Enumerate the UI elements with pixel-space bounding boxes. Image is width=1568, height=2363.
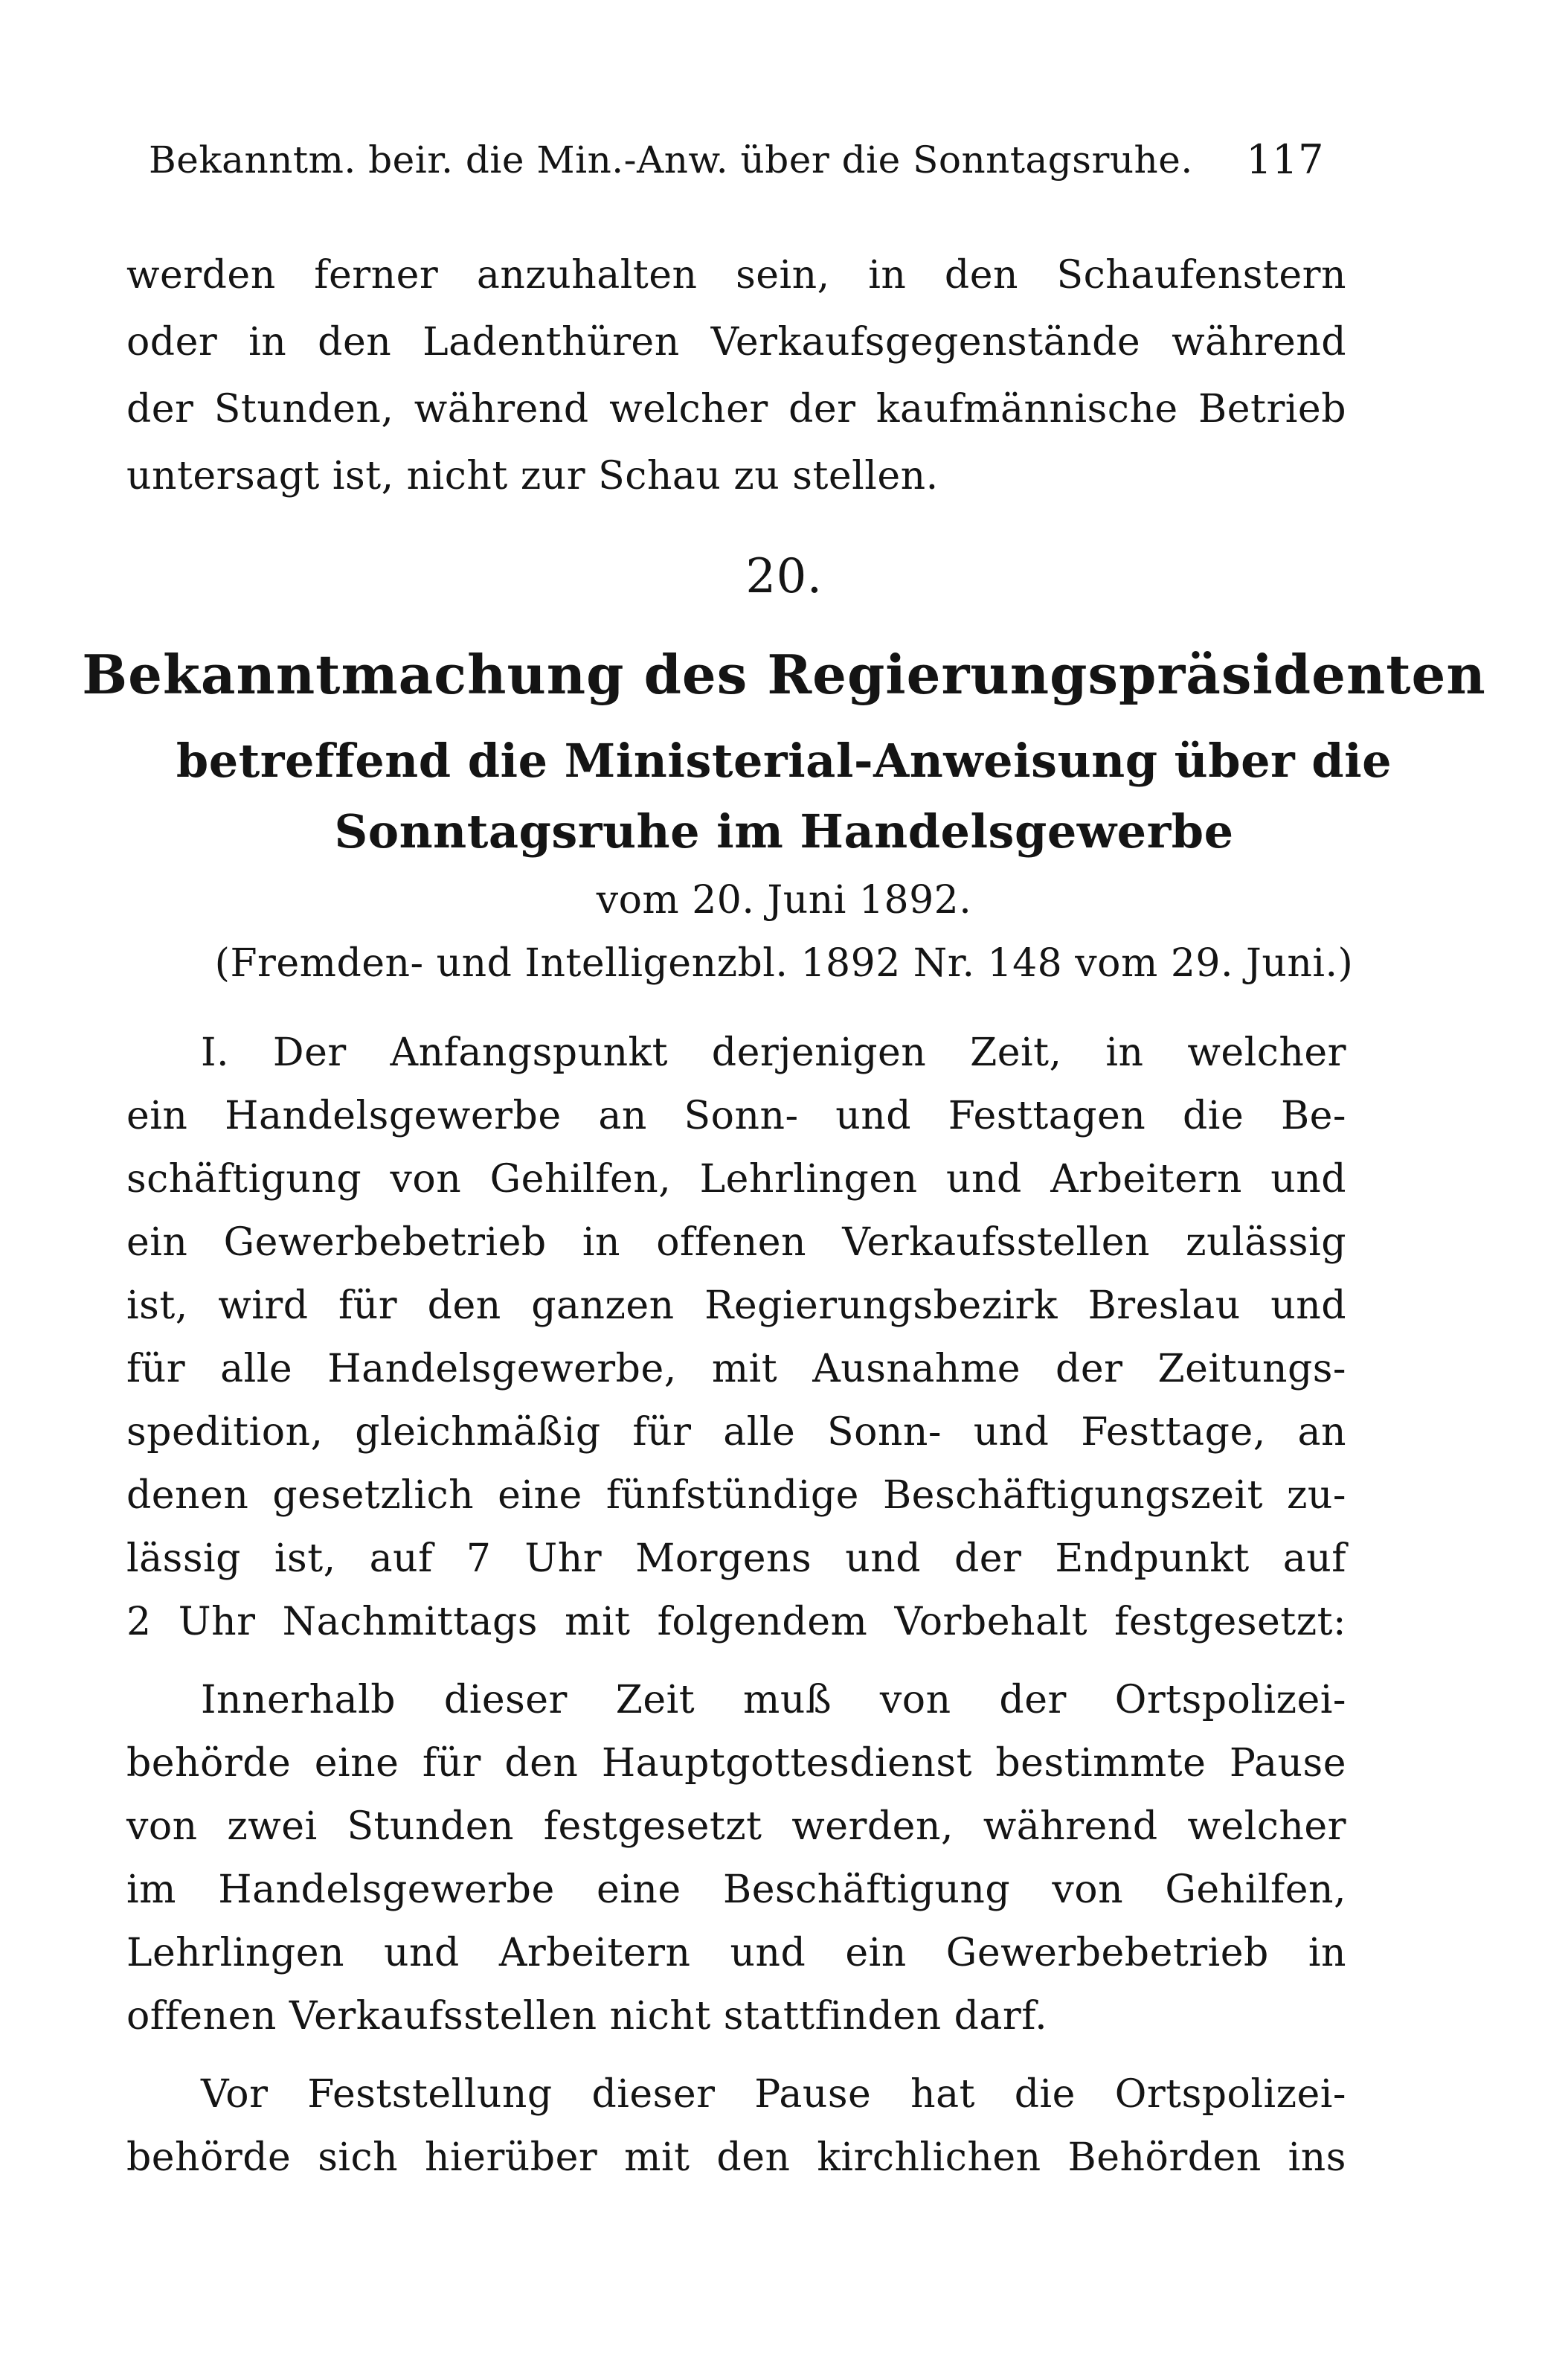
paragraph-line: behörde sich hierüber mit den kirchlichen Behörden ins bbox=[126, 2135, 1346, 2180]
paragraph-line: behörde eine für den Hauptgottesdienst bestimmte Pause bbox=[126, 1741, 1346, 1786]
paragraph-line: schäftigung von Gehilfen, Lehrlingen und Arbeitern und bbox=[126, 1157, 1346, 1202]
date-line: vom 20. Juni 1892. bbox=[596, 878, 972, 923]
paragraph-line: im Handelsgewerbe eine Beschäftigung von Gehilfen, bbox=[126, 1867, 1346, 1912]
paragraph-line: lässig ist, auf 7 Uhr Morgens und der Endpunkt auf bbox=[126, 1536, 1346, 1581]
paragraph-line: offenen Verkaufsstellen nicht stattfinden darf. bbox=[126, 1994, 1048, 2039]
source-line: (Fremden- und Intelligenzbl. 1892 Nr. 148 vom 29. Juni.) bbox=[214, 941, 1354, 986]
page-number: 117 bbox=[1246, 136, 1324, 183]
paragraph-line: ein Handelsgewerbe an Sonn- und Festtagen die Be- bbox=[126, 1094, 1346, 1138]
paragraph-line: I. Der Anfangspunkt derjenigen Zeit, in welcher bbox=[201, 1030, 1346, 1075]
paragraph-line: ein Gewerbebetrieb in offenen Verkaufsstellen zulässig bbox=[126, 1220, 1346, 1265]
paragraph-line: Innerhalb dieser Zeit muß von der Ortspolizei- bbox=[201, 1678, 1346, 1722]
body-line: der Stunden, während welcher der kaufmännische Betrieb bbox=[126, 387, 1346, 432]
section-title-line: Bekanntmachung des Regierungspräsidenten bbox=[82, 643, 1486, 706]
body-line: oder in den Ladenthüren Verkaufsgegenstände während bbox=[126, 320, 1346, 365]
section-title-line: betreffend die Ministerial-Anweisung über die bbox=[176, 734, 1392, 788]
body-line: untersagt ist, nicht zur Schau zu stellen. bbox=[126, 454, 939, 498]
paragraph-line: ist, wird für den ganzen Regierungsbezirk Breslau und bbox=[126, 1283, 1346, 1328]
paragraph-line: 2 Uhr Nachmittags mit folgendem Vorbehalt festgesetzt: bbox=[126, 1600, 1346, 1644]
section-number: 20. bbox=[745, 549, 823, 604]
paragraph-line: spedition, gleichmäßig für alle Sonn- und Festtage, an bbox=[126, 1410, 1346, 1455]
paragraph-line: von zwei Stunden festgesetzt werden, während welcher bbox=[126, 1804, 1346, 1849]
paragraph-line: denen gesetzlich eine fünfstündige Beschäftigungszeit zu- bbox=[126, 1473, 1346, 1518]
body-line: werden ferner anzuhalten sein, in den Schaufenstern bbox=[126, 253, 1346, 298]
paragraph-line: Lehrlingen und Arbeitern und ein Gewerbebetrieb in bbox=[126, 1931, 1346, 1975]
paragraph-line: Vor Feststellung dieser Pause hat die Ortspolizei- bbox=[201, 2072, 1346, 2117]
paragraph-line: für alle Handelsgewerbe, mit Ausnahme der Zeitungs- bbox=[126, 1347, 1346, 1391]
running-title: Bekanntm. beir. die Min.-Anw. über die Sonntagsruhe. bbox=[149, 138, 1193, 182]
section-title-line: Sonntagsruhe im Handelsgewerbe bbox=[334, 804, 1234, 859]
